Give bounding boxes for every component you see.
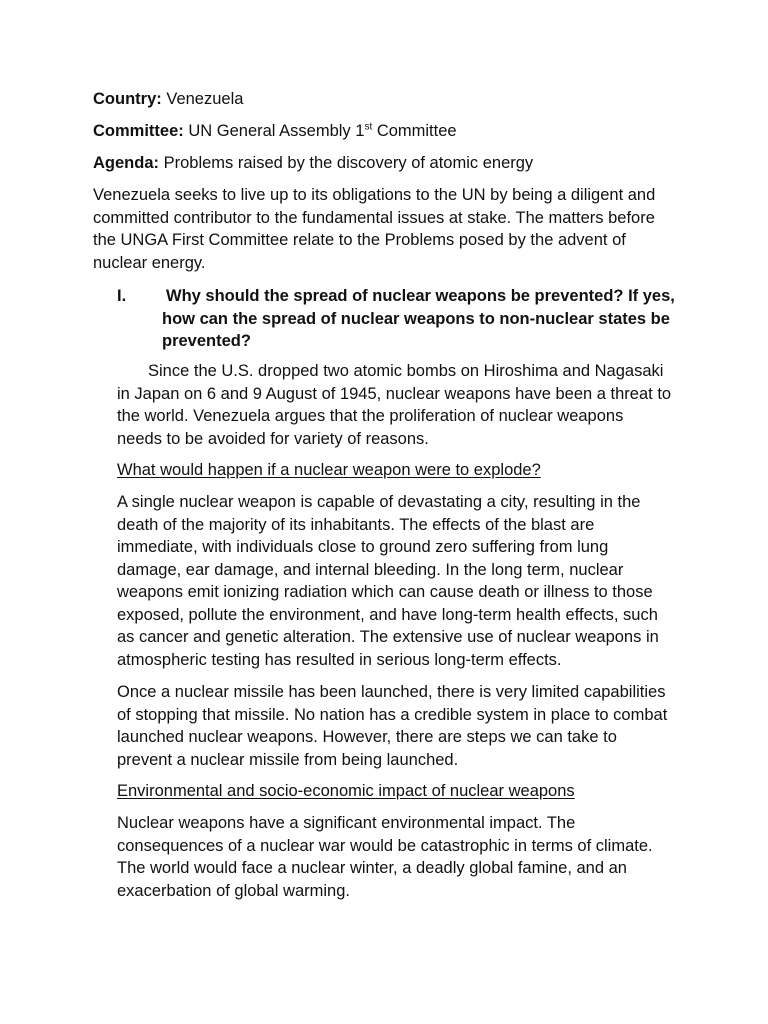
agenda-label: Agenda: xyxy=(93,154,159,172)
agenda-value: Problems raised by the discovery of atomic energy xyxy=(163,154,534,172)
paragraph-line: in Japan on 6 and 9 August of 1945, nuclear weapons have been a threat to xyxy=(117,384,672,403)
agenda-line xyxy=(93,152,533,175)
committee-value: UN General Assembly 1st Committee xyxy=(188,121,457,140)
body-paragraph-2 xyxy=(117,491,659,671)
body-paragraph-1 xyxy=(117,360,671,450)
paragraph-line: the world. Venezuela argues that the proliferation of nuclear weapons xyxy=(117,407,624,425)
paragraph-line: A single nuclear weapon is capable of devastating a city, resulting in the xyxy=(117,493,641,511)
country-label: Country: xyxy=(93,90,162,108)
paragraph-line: Since the U.S. dropped two atomic bombs on Hiroshima and Nagasaki xyxy=(148,362,664,380)
paragraph-line: consequences of a nuclear war would be catastrophic in terms of climate. xyxy=(117,836,653,855)
heading-line: prevented? xyxy=(162,332,251,350)
heading-line: how can the spread of nuclear weapons to non-nuclear states be xyxy=(162,309,670,328)
paragraph-line: as cancer and genetic alteration. The extensive use of nuclear weapons in xyxy=(117,628,659,646)
committee-line xyxy=(93,120,457,143)
country-value: Venezuela xyxy=(166,90,244,108)
paragraph-line: atmospheric testing has resulted in serious long-term effects. xyxy=(117,650,562,669)
paragraph-line: committed contributor to the fundamental issues at stake. The matters before xyxy=(93,208,655,227)
paragraph-line: the UNGA First Committee relate to the Problems posed by the advent of xyxy=(93,231,626,249)
paragraph-line: The world would face a nuclear winter, a deadly global famine, and an xyxy=(117,859,627,877)
heading-line: Why should the spread of nuclear weapons be prevented? If yes, xyxy=(166,287,675,305)
committee-label: Committee: xyxy=(93,122,184,140)
paragraph-line: death of the majority of its inhabitants. The effects of the blast are xyxy=(117,515,595,534)
paragraph-line: weapons emit ionizing radiation which can cause death or illness to those xyxy=(117,583,653,601)
paragraph-line: exposed, pollute the environment, and have long-term health effects, such xyxy=(117,605,658,624)
body-paragraph-3 xyxy=(117,681,667,771)
paragraph-line: of stopping that missile. No nation has a credible system in place to combat xyxy=(117,705,668,724)
paragraph-line: Nuclear weapons have a significant environmental impact. The xyxy=(117,814,576,832)
paragraph-line: nuclear energy. xyxy=(93,253,206,272)
paragraph-line: Once a nuclear missile has been launched, there is very limited capabilities xyxy=(117,683,666,701)
paragraph-line: Venezuela seeks to live up to its obligations to the UN by being a diligent and xyxy=(93,186,656,204)
subheading-environmental-impact: Environmental and socio-economic impact of nuclear weapons xyxy=(117,782,575,800)
country-line xyxy=(93,88,243,111)
subheading-explosion: What would happen if a nuclear weapon were to explode? xyxy=(117,461,541,479)
committee-superscript: st xyxy=(364,121,373,133)
section-heading xyxy=(162,285,675,353)
paragraph-line: needs to be avoided for variety of reasons. xyxy=(117,429,429,448)
intro-paragraph xyxy=(93,184,655,274)
paragraph-line: immediate, with individuals close to ground zero suffering from lung xyxy=(117,538,609,556)
section-numeral: I. xyxy=(117,287,127,305)
body-paragraph-4 xyxy=(117,812,653,902)
paragraph-line: launched nuclear weapons. However, there are steps we can take to xyxy=(117,728,617,746)
paragraph-line: prevent a nuclear missile from being launched. xyxy=(117,750,459,769)
paragraph-line: damage, ear damage, and internal bleeding. In the long term, nuclear xyxy=(117,560,624,579)
paragraph-line: exacerbation of global warming. xyxy=(117,881,350,900)
